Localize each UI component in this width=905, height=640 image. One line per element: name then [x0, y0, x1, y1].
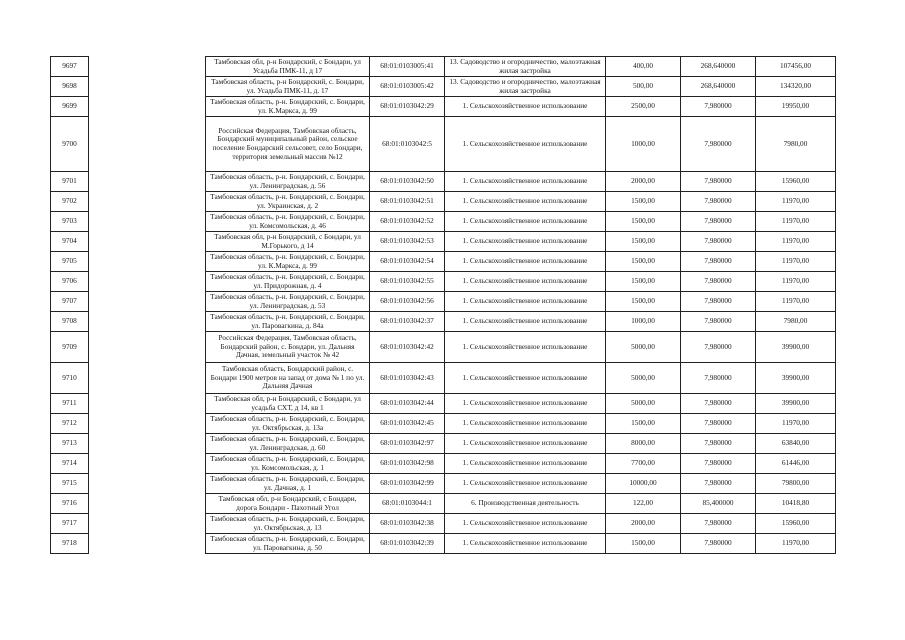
- cell-addr: Российская Федерация, Тамбовская область, Бондарский муниципальный район, сельское поселение Бондарский сельсовет, село Бондари, территория земельный массив №12: [206, 117, 370, 172]
- cell-cad: 68:01:0103042:45: [370, 414, 445, 434]
- cell-cad: 68:01:0103042:98: [370, 454, 445, 474]
- cell-rate: 7,980000: [681, 312, 756, 332]
- spacer-cell: [89, 272, 206, 292]
- table-row: [51, 494, 836, 514]
- spacer-cell: [89, 77, 206, 97]
- cell-area: 7700,00: [606, 454, 681, 474]
- cell-value: 10418,80: [756, 494, 836, 514]
- cell-addr: Тамбовская область, р-н. Бондарский, с. Бондари, ул. Комсомольская, д. 1: [206, 454, 370, 474]
- cell-addr: Тамбовская область, р-н. Бондарский, с. Бондари, ул. Комсомольская, д. 46: [206, 212, 370, 232]
- spacer-cell: [89, 212, 206, 232]
- cell-addr: Тамбовская обл, р-н Бондарский, с Бондари, ул М.Горького, д 14: [206, 232, 370, 252]
- cell-cad: 68:01:0103042:39: [370, 534, 445, 554]
- cell-rate: 7,980000: [681, 192, 756, 212]
- cell-rate: 7,980000: [681, 534, 756, 554]
- table-row: [51, 292, 836, 312]
- cell-n: 9710: [51, 363, 89, 394]
- spacer-cell: [89, 312, 206, 332]
- cell-area: 122,00: [606, 494, 681, 514]
- table-row: [51, 252, 836, 272]
- table-row: [51, 514, 836, 534]
- table-row: [51, 117, 836, 172]
- cell-use: 1. Сельскохозяйственное использование: [445, 454, 606, 474]
- cell-value: 11970,00: [756, 252, 836, 272]
- cell-cad: 68:01:0103042:44: [370, 394, 445, 414]
- table-row: [51, 534, 836, 554]
- cell-rate: 85,400000: [681, 494, 756, 514]
- cell-area: 1500,00: [606, 534, 681, 554]
- spacer-cell: [89, 454, 206, 474]
- cell-rate: 7,980000: [681, 434, 756, 454]
- cell-rate: 7,980000: [681, 117, 756, 172]
- cell-n: 9703: [51, 212, 89, 232]
- spacer-cell: [89, 192, 206, 212]
- cell-value: 7980,00: [756, 312, 836, 332]
- cell-cad: 68:01:0103042:43: [370, 363, 445, 394]
- cell-use: 1. Сельскохозяйственное использование: [445, 97, 606, 117]
- cell-use: 1. Сельскохозяйственное использование: [445, 192, 606, 212]
- cell-area: 2000,00: [606, 514, 681, 534]
- cell-addr: Тамбовская область, Бондарский район, с. Бондари 1900 метров на запад от дома № 1 по ул. Дальняя Дачная: [206, 363, 370, 394]
- cell-rate: 7,980000: [681, 454, 756, 474]
- cell-cad: 68:01:0103042:56: [370, 292, 445, 312]
- spacer-cell: [89, 332, 206, 363]
- cell-n: 9712: [51, 414, 89, 434]
- cell-addr: Тамбовская область, р-н. Бондарский, с. Бондари, ул. Паровагкина, д. 50: [206, 534, 370, 554]
- cell-rate: 7,980000: [681, 474, 756, 494]
- cell-area: 1500,00: [606, 414, 681, 434]
- cell-n: 9704: [51, 232, 89, 252]
- cell-rate: 7,980000: [681, 292, 756, 312]
- cell-n: 9708: [51, 312, 89, 332]
- table-row: [51, 172, 836, 192]
- table-row: [51, 414, 836, 434]
- table-row: [51, 212, 836, 232]
- cell-rate: 7,980000: [681, 332, 756, 363]
- cell-value: 11970,00: [756, 192, 836, 212]
- cell-area: 400,00: [606, 57, 681, 77]
- cell-use: 6. Производственная деятельность: [445, 494, 606, 514]
- table-row: [51, 97, 836, 117]
- cell-rate: 7,980000: [681, 232, 756, 252]
- register-sheet: [50, 56, 836, 554]
- cell-use: 1. Сельскохозяйственное использование: [445, 252, 606, 272]
- cell-addr: Тамбовская область, р-н. Бондарский, с. Бондари, ул. Придорожная, д. 4: [206, 272, 370, 292]
- cell-area: 1500,00: [606, 272, 681, 292]
- cell-rate: 7,980000: [681, 414, 756, 434]
- cell-cad: 68:01:0103042:99: [370, 474, 445, 494]
- cell-cad: 68:01:0103042:55: [370, 272, 445, 292]
- cell-cad: 68:01:0103042:52: [370, 212, 445, 232]
- cell-value: 39900,00: [756, 363, 836, 394]
- cell-cad: 68:01:0103044:1: [370, 494, 445, 514]
- spacer-cell: [89, 394, 206, 414]
- cell-rate: 7,980000: [681, 212, 756, 232]
- cell-area: 10000,00: [606, 474, 681, 494]
- cell-addr: Тамбовская обл, р-н Бондарский, с Бондари, ул усадьба СХТ, д 14, кв 1: [206, 394, 370, 414]
- table-row: [51, 474, 836, 494]
- cell-cad: 68:01:0103005:42: [370, 77, 445, 97]
- cell-area: 1500,00: [606, 232, 681, 252]
- cell-n: 9702: [51, 192, 89, 212]
- cell-n: 9698: [51, 77, 89, 97]
- cell-n: 9715: [51, 474, 89, 494]
- cell-value: 19950,00: [756, 97, 836, 117]
- cell-addr: Российская Федерация, Тамбовская область, Бондарский район, с. Бондари, ул. Дальняя Дачная, земельный участок № 42: [206, 332, 370, 363]
- cell-value: 7980,00: [756, 117, 836, 172]
- cell-area: 1500,00: [606, 192, 681, 212]
- cell-use: 1. Сельскохозяйственное использование: [445, 534, 606, 554]
- cell-value: 134320,00: [756, 77, 836, 97]
- table-row: [51, 434, 836, 454]
- spacer-cell: [89, 474, 206, 494]
- table-row: [51, 454, 836, 474]
- cell-addr: Тамбовская область, р-н Бондарский, с. Бондари, ул. Усадьба ПМК-11, д. 17: [206, 77, 370, 97]
- cell-n: 9714: [51, 454, 89, 474]
- spacer-cell: [89, 434, 206, 454]
- cell-rate: 7,980000: [681, 272, 756, 292]
- cell-rate: 7,980000: [681, 252, 756, 272]
- cell-value: 11970,00: [756, 212, 836, 232]
- cell-rate: 268,640000: [681, 57, 756, 77]
- spacer-cell: [89, 514, 206, 534]
- cell-use: 1. Сельскохозяйственное использование: [445, 363, 606, 394]
- spacer-cell: [89, 57, 206, 77]
- cell-value: 63840,00: [756, 434, 836, 454]
- spacer-cell: [89, 117, 206, 172]
- cell-addr: Тамбовская область, р-н. Бондарский, с. Бондари, ул. Украинская, д. 2: [206, 192, 370, 212]
- cell-n: 9697: [51, 57, 89, 77]
- cell-cad: 68:01:0103042:50: [370, 172, 445, 192]
- cell-value: 11970,00: [756, 292, 836, 312]
- spacer-cell: [89, 363, 206, 394]
- cell-addr: Тамбовская область, р-н. Бондарский, с. Бондари, ул. Паровагкина, д. 84а: [206, 312, 370, 332]
- cell-cad: 68:01:0103042:97: [370, 434, 445, 454]
- cell-n: 9700: [51, 117, 89, 172]
- table-row: [51, 77, 836, 97]
- cell-area: 2000,00: [606, 172, 681, 192]
- cell-area: 5000,00: [606, 363, 681, 394]
- cell-cad: 68:01:0103042:51: [370, 192, 445, 212]
- cell-area: 2500,00: [606, 97, 681, 117]
- cell-area: 8000,00: [606, 434, 681, 454]
- cell-use: 1. Сельскохозяйственное использование: [445, 232, 606, 252]
- spacer-cell: [89, 534, 206, 554]
- cell-use: 1. Сельскохозяйственное использование: [445, 212, 606, 232]
- cell-value: 61446,00: [756, 454, 836, 474]
- cell-addr: Тамбовская область, р-н. Бондарский, с. Бондари, ул. Октябрьская, д. 13а: [206, 414, 370, 434]
- cell-n: 9707: [51, 292, 89, 312]
- cell-area: 5000,00: [606, 332, 681, 363]
- cell-rate: 7,980000: [681, 97, 756, 117]
- cell-cad: 68:01:0103042:29: [370, 97, 445, 117]
- cell-addr: Тамбовская область, р-н. Бондарский, с. Бондари, ул. Ленинградская, д. 53: [206, 292, 370, 312]
- spacer-cell: [89, 172, 206, 192]
- cell-use: 1. Сельскохозяйственное использование: [445, 117, 606, 172]
- cell-n: 9711: [51, 394, 89, 414]
- table-row: [51, 312, 836, 332]
- table-row: [51, 332, 836, 363]
- cell-value: 39900,00: [756, 394, 836, 414]
- cell-n: 9709: [51, 332, 89, 363]
- cell-rate: 7,980000: [681, 363, 756, 394]
- cell-addr: Тамбовская обл, р-н Бондарский, с Бондари, ул Усадьба ПМК-11, д 17: [206, 57, 370, 77]
- table-row: [51, 272, 836, 292]
- spacer-cell: [89, 252, 206, 272]
- cell-value: 15960,00: [756, 172, 836, 192]
- cell-cad: 68:01:0103042:53: [370, 232, 445, 252]
- cell-rate: 7,980000: [681, 394, 756, 414]
- cell-addr: Тамбовская область, р-н. Бондарский, с. Бондари, ул. Ленинградская, д. 56: [206, 172, 370, 192]
- cell-use: 1. Сельскохозяйственное использование: [445, 514, 606, 534]
- cell-n: 9706: [51, 272, 89, 292]
- cell-use: 1. Сельскохозяйственное использование: [445, 292, 606, 312]
- cell-addr: Тамбовская область, р-н. Бондарский, с. Бондари, ул. К.Маркса, д. 99: [206, 97, 370, 117]
- cell-use: 1. Сельскохозяйственное использование: [445, 394, 606, 414]
- cell-n: 9701: [51, 172, 89, 192]
- cell-cad: 68:01:0103042:38: [370, 514, 445, 534]
- cell-n: 9713: [51, 434, 89, 454]
- cell-value: 11970,00: [756, 232, 836, 252]
- spacer-cell: [89, 414, 206, 434]
- cell-area: 1500,00: [606, 252, 681, 272]
- cell-addr: Тамбовская область, р-н. Бондарский, с. Бондари, ул. Ленинградская, д. 60: [206, 434, 370, 454]
- cell-area: 5000,00: [606, 394, 681, 414]
- table-row: [51, 192, 836, 212]
- cell-use: 1. Сельскохозяйственное использование: [445, 332, 606, 363]
- cell-value: 79800,00: [756, 474, 836, 494]
- cell-rate: 268,640000: [681, 77, 756, 97]
- table-row: [51, 57, 836, 77]
- cell-rate: 7,980000: [681, 172, 756, 192]
- cell-use: 1. Сельскохозяйственное использование: [445, 474, 606, 494]
- cell-use: 1. Сельскохозяйственное использование: [445, 172, 606, 192]
- cell-use: 1. Сельскохозяйственное использование: [445, 414, 606, 434]
- cell-n: 9717: [51, 514, 89, 534]
- cell-cad: 68:01:0103042:5: [370, 117, 445, 172]
- spacer-cell: [89, 232, 206, 252]
- cell-rate: 7,980000: [681, 514, 756, 534]
- table-body: [51, 57, 836, 554]
- cell-addr: Тамбовская область, р-н. Бондарский, с. Бондари, ул. К.Маркса, д. 99: [206, 252, 370, 272]
- cell-area: 1500,00: [606, 292, 681, 312]
- cell-value: 15960,00: [756, 514, 836, 534]
- cell-area: 1500,00: [606, 212, 681, 232]
- land-register-table: [50, 56, 836, 554]
- cell-use: 13. Садоводство и огородничество, малоэтажная жилая застройка: [445, 77, 606, 97]
- cell-value: 11970,00: [756, 272, 836, 292]
- cell-value: 107456,00: [756, 57, 836, 77]
- cell-cad: 68:01:0103042:37: [370, 312, 445, 332]
- cell-addr: Тамбовская обл, р-н Бондарский, с Бондари, дорога Бондари - Пахотный Угол: [206, 494, 370, 514]
- table-row: [51, 394, 836, 414]
- cell-value: 11970,00: [756, 534, 836, 554]
- cell-use: 13. Садоводство и огородничество, малоэтажная жилая застройка: [445, 57, 606, 77]
- cell-value: 39900,00: [756, 332, 836, 363]
- cell-area: 1000,00: [606, 117, 681, 172]
- cell-use: 1. Сельскохозяйственное использование: [445, 312, 606, 332]
- cell-n: 9705: [51, 252, 89, 272]
- cell-area: 1000,00: [606, 312, 681, 332]
- cell-use: 1. Сельскохозяйственное использование: [445, 434, 606, 454]
- cell-value: 11970,00: [756, 414, 836, 434]
- cell-use: 1. Сельскохозяйственное использование: [445, 272, 606, 292]
- table-row: [51, 363, 836, 394]
- spacer-cell: [89, 292, 206, 312]
- spacer-cell: [89, 494, 206, 514]
- cell-area: 500,00: [606, 77, 681, 97]
- cell-cad: 68:01:0103042:42: [370, 332, 445, 363]
- cell-cad: 68:01:0103005:41: [370, 57, 445, 77]
- spacer-cell: [89, 97, 206, 117]
- cell-addr: Тамбовская область, р-н. Бондарский, с. Бондари, ул. Дачная, д. 1: [206, 474, 370, 494]
- cell-n: 9699: [51, 97, 89, 117]
- cell-n: 9718: [51, 534, 89, 554]
- cell-cad: 68:01:0103042:54: [370, 252, 445, 272]
- cell-addr: Тамбовская область, р-н. Бондарский, с. Бондари, ул. Октябрьская, д. 13: [206, 514, 370, 534]
- cell-n: 9716: [51, 494, 89, 514]
- table-row: [51, 232, 836, 252]
